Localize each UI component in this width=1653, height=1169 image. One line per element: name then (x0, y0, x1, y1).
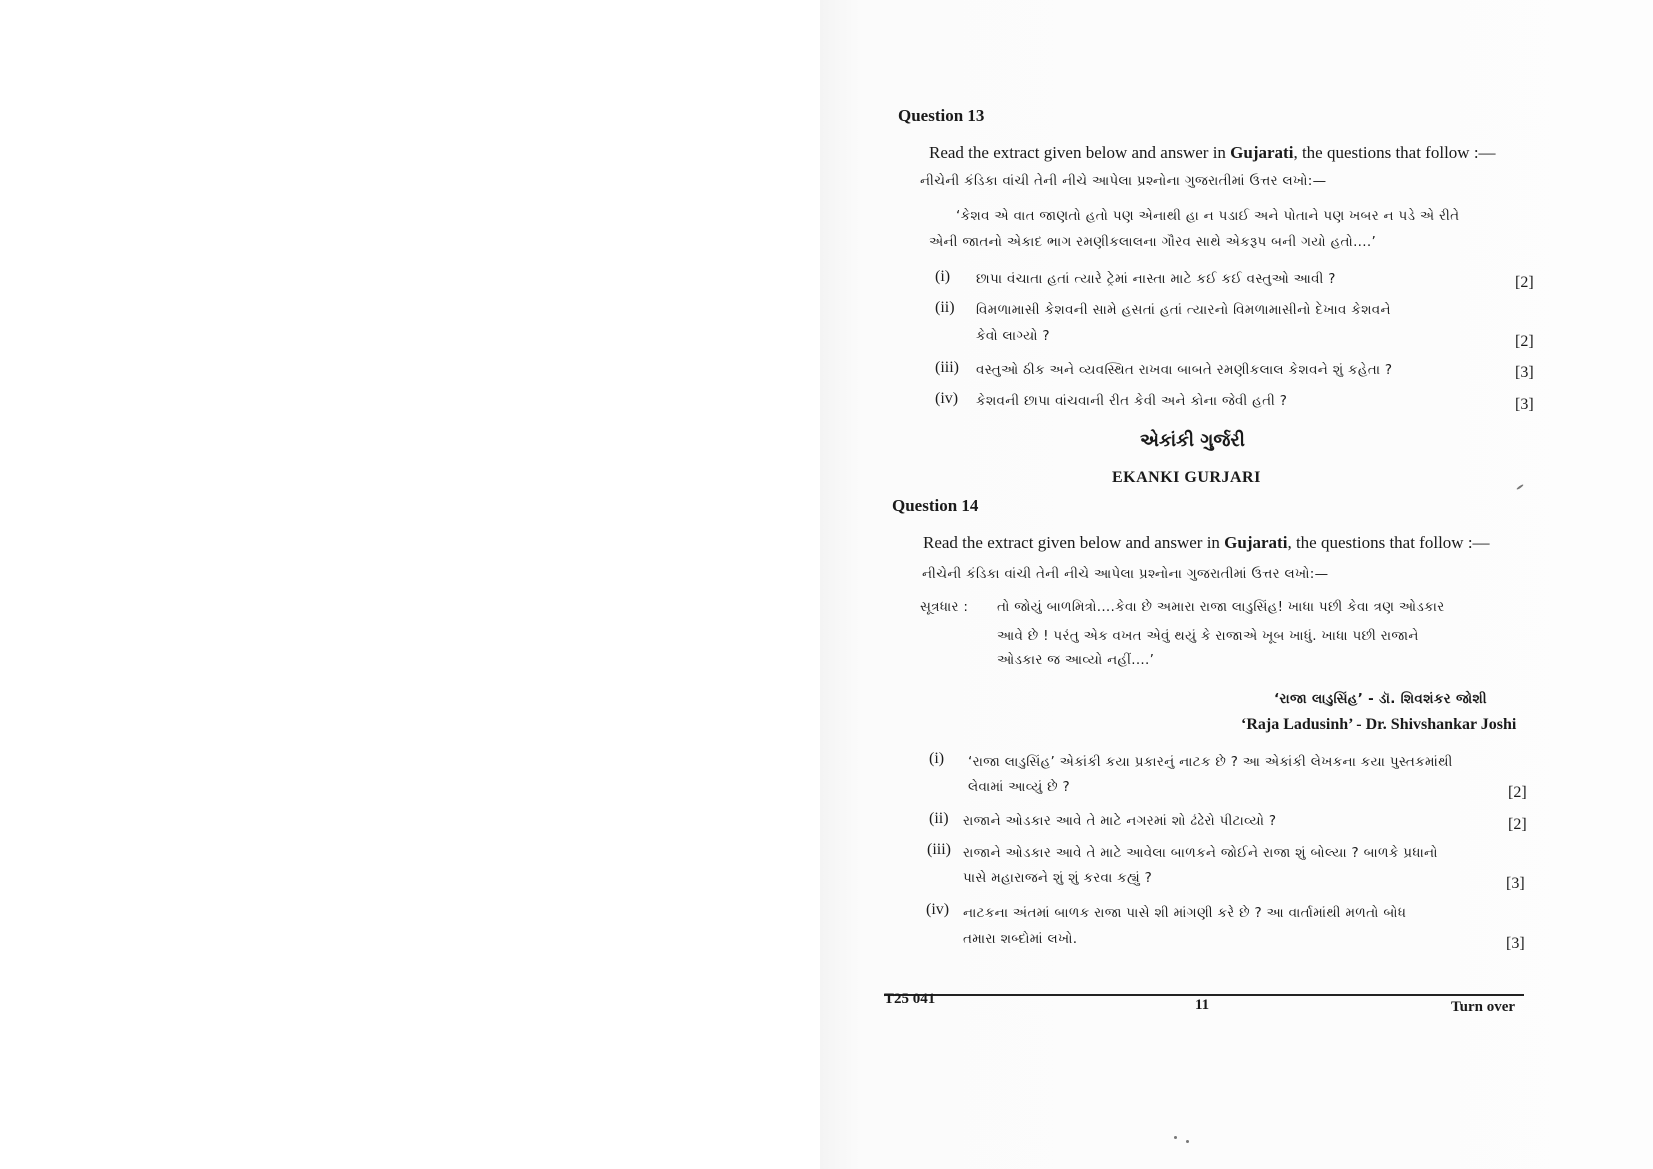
q13-subq-3-number: (iii) (935, 359, 959, 376)
question-13-instruction-en: Read the extract given below and answer in Gujarati, the questions that follow :— (929, 143, 1496, 162)
section-title-english: EKANKI GURJARI (1112, 469, 1261, 486)
q14-subq-4-marks: [3] (1506, 935, 1525, 952)
q13-subq-1-marks: [2] (1515, 274, 1534, 291)
q14-subq-2-marks: [2] (1508, 816, 1527, 833)
q14-subq-4-number: (iv) (926, 901, 950, 918)
question-13-instruction-guj: નીચેની કંડિકા વાંચી તેની નીચે આપેલા પ્રશ્નોના ગુજરાતીમાં ઉત્તર લખો:— (920, 173, 1327, 189)
q14-subq-2-number: (ii) (929, 810, 949, 827)
q13-subq-2-marks: [2] (1515, 333, 1534, 350)
question-13-extract-line-2: એની જાતનો એકાદ ભાગ રમણીકલાલના ગૌરવ સાથે એકરૂપ બની ગયો હતો....’ (929, 234, 1377, 250)
footer-code: T25 041 (884, 991, 936, 1007)
q13-subq-1-number: (i) (935, 268, 951, 285)
q14-subq-1-number: (i) (929, 750, 945, 767)
question-14-extract-line-1: તો જોયું બાળમિત્રો....કેવા છે અમારા રાજા લાડુસિંહ! ખાધા પછી કેવા ત્રણ ઓડકાર (997, 599, 1445, 615)
scan-speck (1174, 1136, 1177, 1139)
question-14-citation-en: ‘Raja Ladusinh’ - Dr. Shivshankar Joshi (1241, 716, 1517, 733)
q13-subq-4-number: (iv) (935, 390, 959, 407)
question-14-instruction-en: Read the extract given below and answer in Gujarati, the questions that follow :— (923, 533, 1490, 552)
q14-subq-3-text-line-1: રાજાને ઓડકાર આવે તે માટે આવેલા બાળકને જોઈને રાજા શું બોલ્યા ? બાળકે પ્રધાનો (963, 845, 1438, 861)
scan-speck (1186, 1140, 1189, 1143)
q14-subq-4-text-line-2: તમારા શબ્દોમાં લખો. (963, 931, 1078, 947)
q13-subq-2-number: (ii) (935, 299, 955, 316)
footer-turn-over: Turn over (1451, 999, 1516, 1015)
q14-subq-1-marks: [2] (1508, 784, 1527, 801)
q14-subq-1-text-line-1: ‘રાજા લાડુસિંહ’ એકાંકી કયા પ્રકારનું નાટક છે ? આ એકાંકી લેખકના કયા પુસ્તકમાંથી (968, 754, 1453, 770)
question-13-heading: Question 13 (898, 106, 985, 125)
q14-subq-1-text-line-2: લેવામાં આવ્યું છે ? (968, 779, 1070, 795)
q13-subq-3-marks: [3] (1515, 364, 1534, 381)
q13-subq-3-text: વસ્તુઓ ઠીક અને વ્યવસ્થિત રાખવા બાબતે રમણીકલાલ કેશવને શું કહેતા ? (976, 362, 1393, 378)
question-14-speaker: સૂત્રધાર : (920, 599, 969, 615)
q14-subq-3-text-line-2: પાસે મહારાજને શું શું કરવા કહ્યું ? (963, 870, 1153, 886)
q13-subq-2-text-line-1: વિમળામાસી કેશવની સામે હસતાં હતાં ત્યારનો વિમળામાસીનો દેખાવ કેશવને (976, 302, 1391, 318)
q14-subq-3-number: (iii) (927, 841, 951, 858)
q13-subq-1-text: છાપા વંચાતા હતાં ત્યારે ટ્રેમાં નાસ્તા માટે કઈ કઈ વસ્તુઓ આવી ? (976, 271, 1336, 287)
q13-subq-4-text: કેશવની છાપા વાંચવાની રીત કેવી અને કોના જેવી હતી ? (976, 393, 1288, 409)
q13-subq-4-marks: [3] (1515, 396, 1534, 413)
section-title-gujarati: એકાંકી ગુર્જરી (1140, 430, 1245, 451)
footer-rule (884, 994, 1524, 996)
q14-subq-3-marks: [3] (1506, 875, 1525, 892)
question-14-instruction-guj: નીચેની કંડિકા વાંચી તેની નીચે આપેલા પ્રશ્નોના ગુજરાતીમાં ઉત્તર લખો:— (922, 566, 1329, 582)
q13-subq-2-text-line-2: કેવો લાગ્યો ? (976, 328, 1050, 344)
scan-speck (1516, 484, 1524, 490)
question-14-extract-line-2: આવે છે ! પરંતુ એક વખત એવું થયું કે રાજાએ ખૂબ ખાધું. ખાધા પછી રાજાને (997, 628, 1419, 644)
question-14-citation-guj: ‘રાજા લાડુસિંહ’ - ડૉ. શિવશંકર જોશી (1274, 691, 1487, 707)
q14-subq-2-text: રાજાને ઓડકાર આવે તે માટે નગરમાં શો ઢંઢેરો પીટાવ્યો ? (963, 813, 1277, 829)
question-14-heading: Question 14 (892, 496, 979, 515)
q14-subq-4-text-line-1: નાટકના અંતમાં બાળક રાજા પાસે શી માંગણી કરે છે ? આ વાર્તામાંથી મળતો બોધ (963, 905, 1407, 921)
question-13-extract-line-1: ‘કેશવ એ વાત જાણતો હતો પણ એનાથી હા ન પડાઈ અને પોતાને પણ ખબર ન પડે એ રીતે (956, 208, 1460, 224)
question-14-extract-line-3: ઓડકાર જ આવ્યો નહીં....’ (997, 652, 1155, 668)
footer-page-number: 11 (1195, 997, 1210, 1013)
